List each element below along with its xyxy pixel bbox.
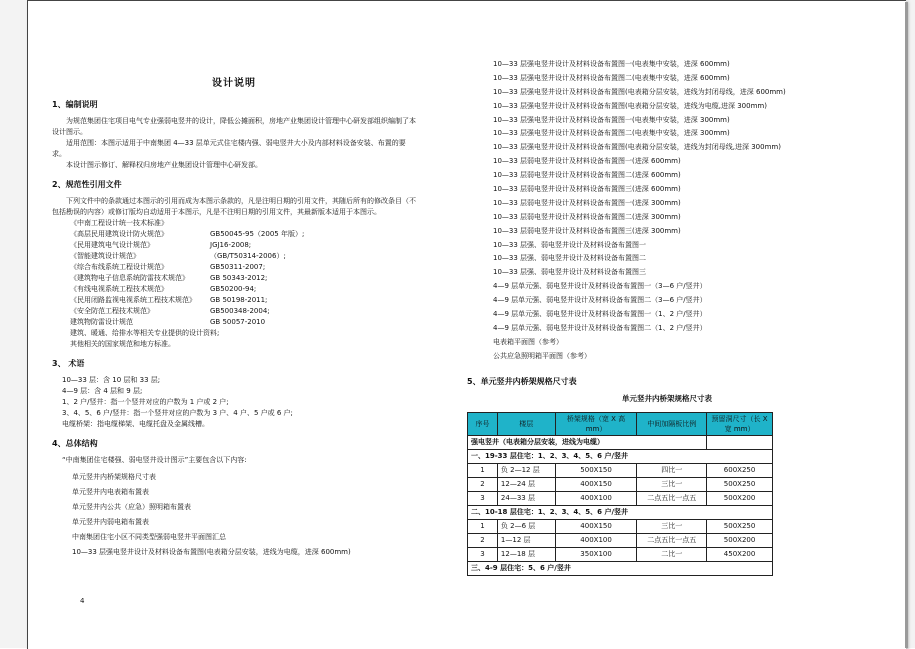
section-1-para: 本设计图示修订、解释权归房地产业集团设计管理中心研发部。 — [66, 161, 262, 169]
drawing-list-item: 电表箱平面图（参考） — [493, 337, 563, 346]
drawing-list-item: 4—9 层单元强、弱电竖井设计及材料设备布置图二（3—6 户/竖井） — [493, 296, 707, 305]
reference-code: GB 50057-2010 — [210, 318, 266, 326]
cell-divider-ratio: 三比一 — [637, 519, 707, 533]
column-header: 序号 — [468, 412, 498, 435]
section-title: 二、10-18 层住宅：1、2、3、4、5、6 户/竖井 — [468, 505, 773, 519]
reference-item — [52, 284, 416, 295]
structure-item: 10—33 层强电竖井设计及材料设备布置图(电表箱分层安装，进线为电缆，进深 600mm) — [72, 548, 351, 556]
section-1-heading: 1、编制说明 — [52, 100, 98, 109]
reference-code: （GB/T50314-2006）; — [210, 252, 286, 260]
structure-item: 单元竖井内桥架规格尺寸表 — [72, 473, 156, 481]
tray-spec-table — [467, 412, 773, 576]
section-4-intro: “中南集团住宅楼强、弱电竖井设计图示”主要包含以下内容: — [62, 456, 247, 464]
cell-floor: 24—33 层 — [497, 491, 555, 505]
reference-code: JGJ16-2008; — [210, 241, 252, 249]
table-row — [468, 533, 773, 547]
cell-floor: 负 2—6 层 — [497, 519, 555, 533]
drawing-list-item: 10—33 层强电竖井设计及材料设备布置图(电表箱分层安装，进线为封闭母线,进深 300mm) — [493, 143, 781, 152]
reference-code — [210, 218, 416, 229]
reference-item — [52, 273, 416, 284]
cell-floor: 12—18 层 — [497, 547, 555, 561]
cell-hole-size: 500X200 — [707, 533, 773, 547]
term-item: 4—9 层：含 4 层和 9 层; — [62, 387, 143, 395]
drawing-list-item: 10—33 层强电竖井设计及材料设备布置图二(电表集中安装，进深 600mm) — [493, 73, 730, 82]
term-item: 1、2 户/竖井：指一个竖井对应的户数为 1 户或 2 户; — [62, 398, 229, 406]
cell-index: 1 — [468, 463, 498, 477]
reference-item — [52, 240, 416, 251]
column-header: 中间加隔板比例 — [637, 412, 707, 435]
table-row — [468, 519, 773, 533]
cell-tray-size: 400X150 — [555, 519, 637, 533]
cell-floor: 1—12 层 — [497, 533, 555, 547]
reference-code: GB50045-95（2005 年版）; — [210, 230, 305, 238]
section-row — [468, 505, 773, 519]
cell-hole-size: 500X200 — [707, 491, 773, 505]
cell-floor: 12—24 层 — [497, 477, 555, 491]
reference-code: GB50311-2007; — [210, 263, 266, 271]
cell-divider-ratio: 三比一 — [637, 477, 707, 491]
drawing-list-item: 10—33 层强、弱电竖井设计及材料设备布置图三 — [493, 268, 647, 277]
reference-name: 《建筑物电子信息系统防雷技术规范》 — [70, 274, 189, 282]
section-4-heading: 4、总体结构 — [52, 439, 98, 448]
drawing-list-item: 10—33 层强电竖井设计及材料设备布置图二(电表集中安装，进深 300mm) — [493, 129, 730, 138]
reference-code: GB 50198-2011; — [210, 296, 268, 304]
cell-divider-ratio: 二点五比一点五 — [637, 533, 707, 547]
reference-name: 《民用闭路监视电视系统工程技术规范》 — [70, 296, 196, 304]
cell-tray-size: 400X100 — [555, 491, 637, 505]
reference-name: 《有线电视系统工程技术规范》 — [70, 285, 168, 293]
table-header-row — [468, 412, 773, 435]
column-header: 预留洞尺寸（长 X 宽 mm） — [707, 412, 773, 435]
section-2-heading: 2、规范性引用文件 — [52, 180, 122, 189]
right-column — [467, 58, 787, 576]
reference-item — [52, 295, 416, 306]
table-caption: 单元竖井内桥架规格尺寸表 — [622, 393, 712, 403]
structure-item: 单元竖井内电表箱布置表 — [72, 488, 149, 496]
reference-tail: 建筑、暖通、给排水等相关专业提供的设计资料; — [70, 329, 220, 337]
reference-name: 建筑物防雷设计规范 — [70, 318, 133, 326]
cell-tray-size: 400X100 — [555, 533, 637, 547]
cell-divider-ratio: 四比一 — [637, 463, 707, 477]
reference-item — [52, 262, 416, 273]
section-title: 三、4-9 层住宅：5、6 户/竖井 — [468, 561, 773, 575]
drawing-list-item: 10—33 层强、弱电竖井设计及材料设备布置图二 — [493, 254, 647, 263]
cell-divider-ratio: 二点五比一点五 — [637, 491, 707, 505]
reference-name: 《中南工程设计统一技术标准》 — [70, 219, 168, 227]
term-item: 3、4、5、6 户/竖井：指一个竖井对应的户数为 3 户、4 户、5 户或 6 户; — [62, 409, 293, 417]
cell-floor: 负 2—12 层 — [497, 463, 555, 477]
column-header: 楼层 — [497, 412, 555, 435]
section-5-heading: 5、单元竖井内桥架规格尺寸表 — [467, 376, 577, 386]
cell-index: 3 — [468, 547, 498, 561]
section-1-para: 为规范集团住宅项目电气专业强弱电竖井的设计，降低公摊面积，房地产业集团设计管理中心研发部组织编制了本设计图示。 — [52, 117, 416, 136]
section-2-para: 下列文件中的条款通过本图示的引用而成为本图示条款的，凡是注明日期的引用文件，其随后所有的修改条目（不包括勘误的内容）或修订版均自动适用于本图示，凡是不注明日期的引用文件，其最新版本适用于本图示。 — [52, 197, 416, 216]
reference-code: GB 50343-2012; — [210, 274, 268, 282]
cell-hole-size: 450X200 — [707, 547, 773, 561]
reference-item — [52, 306, 416, 317]
drawing-list-item: 10—33 层强、弱电竖井设计及材料设备布置图一 — [493, 240, 647, 249]
drawing-list-item: 4—9 层单元强、弱电竖井设计及材料设备布置图一（1、2 户/竖井） — [493, 310, 707, 319]
section-row — [468, 449, 773, 463]
column-header: 桥架规格（宽 X 高 mm） — [555, 412, 637, 435]
table-row — [468, 491, 773, 505]
cell-index: 2 — [468, 477, 498, 491]
cell-hole-size: 600X250 — [707, 463, 773, 477]
reference-item — [52, 317, 416, 328]
reference-item — [52, 218, 416, 229]
drawing-list-item: 公共应急照明箱平面图（参考） — [493, 351, 591, 360]
drawing-list-item: 10—33 层强电竖井设计及材料设备布置图一(电表集中安装，进深 300mm) — [493, 115, 730, 124]
reference-code: GB50200-94; — [210, 285, 257, 293]
reference-item — [52, 229, 416, 240]
reference-item — [52, 251, 416, 262]
drawing-list-item: 10—33 层弱电竖井设计及材料设备布置图一(进深 300mm) — [493, 198, 681, 207]
section-row — [468, 561, 773, 575]
page-shadow — [905, 2, 908, 648]
reference-name: 《智能建筑设计规范》 — [70, 252, 140, 260]
structure-item: 中南集团住宅小区不同类型强弱电竖井平面图汇总 — [72, 533, 226, 541]
cell-divider-ratio: 二比一 — [637, 547, 707, 561]
table-row — [468, 477, 773, 491]
cell-tray-size: 500X150 — [555, 463, 637, 477]
table-row — [468, 547, 773, 561]
drawing-list-item: 10—33 层弱电竖井设计及材料设备布置图三(进深 300mm) — [493, 226, 681, 235]
cell-index: 1 — [468, 519, 498, 533]
structure-item: 单元竖井内弱电箱布置表 — [72, 518, 149, 526]
drawing-list-item: 4—9 层单元强、弱电竖井设计及材料设备布置图二（1、2 户/竖井） — [493, 323, 707, 332]
term-item: 10—33 层：含 10 层和 33 层; — [62, 376, 161, 384]
group-title: 强电竖井（电表箱分层安装，进线为电缆） — [468, 435, 707, 449]
cell-tray-size: 350X100 — [555, 547, 637, 561]
drawing-list-item: 10—33 层弱电竖井设计及材料设备布置图一(进深 600mm) — [493, 157, 681, 166]
left-column — [52, 78, 416, 560]
reference-name: 《安全防范工程技术规范》 — [70, 307, 154, 315]
structure-item: 单元竖井内公共（应急）照明箱布置表 — [72, 503, 191, 511]
drawing-list-item: 10—33 层弱电竖井设计及材料设备布置图二(进深 300mm) — [493, 212, 681, 221]
cell-index: 3 — [468, 491, 498, 505]
page-title: 设计说明 — [212, 78, 256, 89]
reference-tail: 其他相关的国家规范和地方标准。 — [70, 340, 175, 348]
reference-name: 《高层民用建筑设计防火规范》 — [70, 230, 168, 238]
reference-name: 《民用建筑电气设计规范》 — [70, 241, 154, 249]
section-1-para: 适用范围：本图示适用于中南集团 4—33 层单元式住宅楼内强、弱电竖井大小及内部材料设备安装、布置的要求。 — [52, 139, 406, 158]
cell-index: 2 — [468, 533, 498, 547]
term-item: 电缆桥架：指电缆梯架、电缆托盘及金属线槽。 — [62, 420, 209, 428]
cell-tray-size: 400X150 — [555, 477, 637, 491]
cell-hole-size: 500X250 — [707, 519, 773, 533]
reference-code: GB500348-2004; — [210, 307, 270, 315]
group-row — [468, 435, 773, 449]
drawing-list-item: 4—9 层单元强、弱电竖井设计及材料设备布置图一（3—6 户/竖井） — [493, 282, 707, 291]
section-3-heading: 3、 术语 — [52, 359, 85, 368]
drawing-list-item: 10—33 层强电竖井设计及材料设备布置图(电表箱分层安装，进线为封闭母线，进深 600mm) — [493, 87, 786, 96]
drawing-list-item: 10—33 层强电竖井设计及材料设备布置图(电表箱分层安装，进线为电缆,进深 300mm) — [493, 101, 767, 110]
section-title: 一、19-33 层住宅：1、2、3、4、5、6 户/竖井 — [468, 449, 773, 463]
drawing-list-item: 10—33 层强电竖井设计及材料设备布置图一(电表集中安装，进深 600mm) — [493, 60, 730, 68]
drawing-list-item: 10—33 层弱电竖井设计及材料设备布置图二(进深 600mm) — [493, 171, 681, 180]
cell-hole-size: 500X250 — [707, 477, 773, 491]
page-number: 4 — [80, 597, 85, 605]
table-row — [468, 463, 773, 477]
drawing-list-item: 10—33 层弱电竖井设计及材料设备布置图三(进深 600mm) — [493, 185, 681, 194]
reference-name: 《综合布线系统工程设计规范》 — [70, 263, 168, 271]
